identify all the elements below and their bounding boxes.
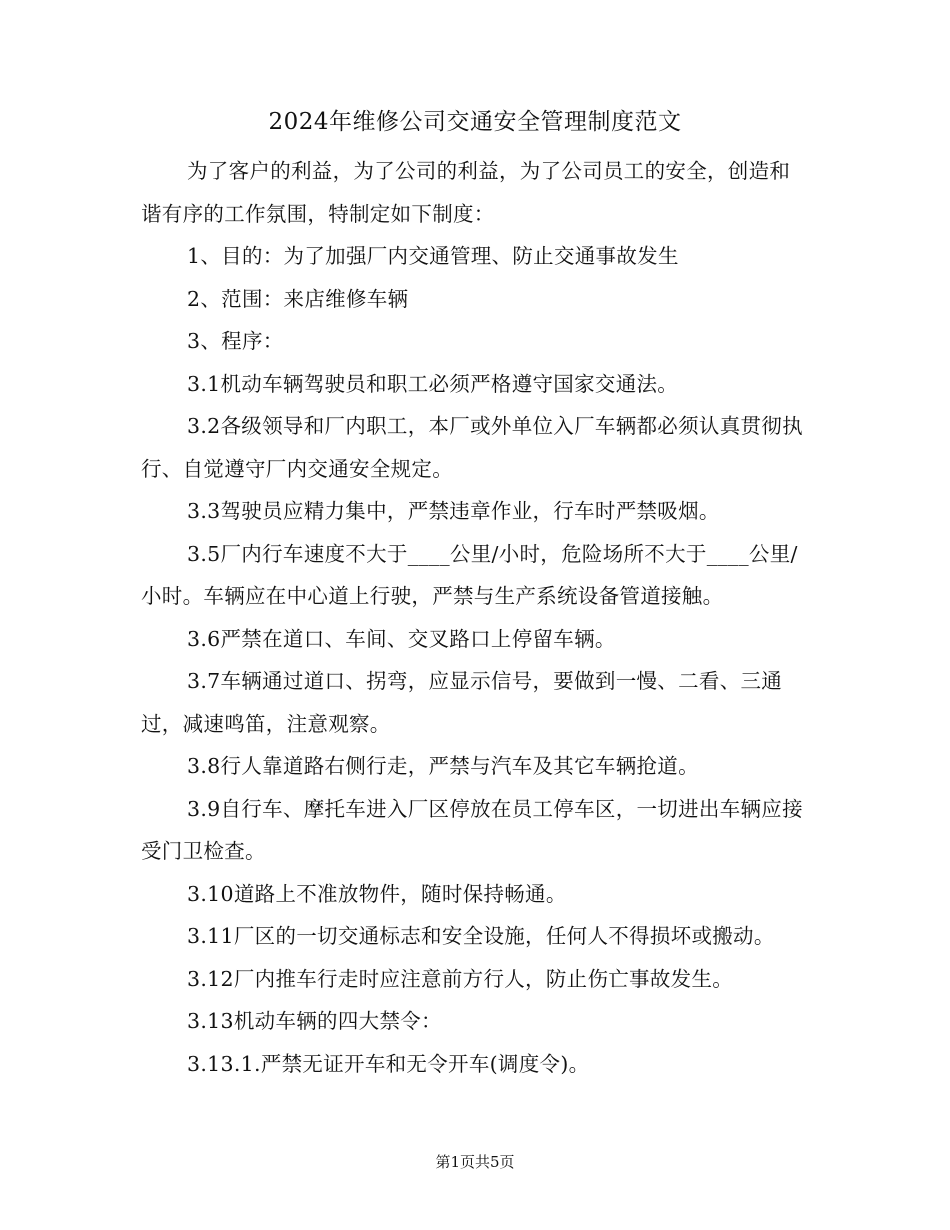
paragraph-3-13: 3.13机动车辆的四大禁令： xyxy=(187,1009,442,1033)
paragraph-3-3: 3.3驾驶员应精力集中，严禁违章作业，行车时严禁吸烟。 xyxy=(187,499,720,523)
paragraph-3-8: 3.8行人靠道路右侧行走，严禁与汽车及其它车辆抢道。 xyxy=(187,754,699,778)
paragraph-3-2: 3.2各级领导和厂内职工，本厂或外单位入厂车辆都必须认真贯彻执行、自觉遵守厂内交通安全规定。 xyxy=(141,414,803,481)
page-footer: 第1页共5页 xyxy=(435,1153,515,1171)
paragraph-procedure: 3、程序： xyxy=(187,329,284,353)
paragraph-scope: 2、范围：来店维修车辆 xyxy=(187,286,409,311)
paragraph-3-13-1: 3.13.1.严禁无证开车和无令开车(调度令)。 xyxy=(187,1051,590,1076)
paragraph-3-7: 3.7车辆通过道口、拐弯，应显示信号，要做到一慢、二看、三通过，减速鸣笛，注意观察。 xyxy=(141,669,783,736)
paragraph-purpose: 1、目的：为了加强厂内交通管理、防止交通事故发生 xyxy=(187,244,679,268)
paragraph-intro: 为了客户的利益，为了公司的利益，为了公司员工的安全，创造和谐有序的工作氛围，特制定如下制度： xyxy=(141,159,791,226)
document-title: 2024年维修公司交通安全管理制度范文 xyxy=(268,109,682,135)
paragraph-3-12: 3.12厂内推车行走时应注意前方行人，防止伤亡事故发生。 xyxy=(187,966,734,991)
paragraph-3-9: 3.9自行车、摩托车进入厂区停放在员工停车区，一切进出车辆应接受门卫检查。 xyxy=(141,796,803,863)
paragraph-3-1: 3.1机动车辆驾驶员和职工必须严格遵守国家交通法。 xyxy=(187,371,679,396)
document-body xyxy=(141,150,803,1085)
paragraph-3-11: 3.11厂区的一切交通标志和安全设施，任何人不得损坏或搬动。 xyxy=(187,924,775,948)
paragraph-3-10: 3.10道路上不准放物件，随时保持畅通。 xyxy=(187,881,567,906)
paragraph-3-6: 3.6严禁在道口、车间、交叉路口上停留车辆。 xyxy=(187,626,616,651)
paragraph-3-5: 3.5厂内行车速度不大于____公里/小时，危险场所不大于____公里/小时。车辆应在中心道上行驶，严禁与生产系统设备管道接触。 xyxy=(141,541,798,608)
